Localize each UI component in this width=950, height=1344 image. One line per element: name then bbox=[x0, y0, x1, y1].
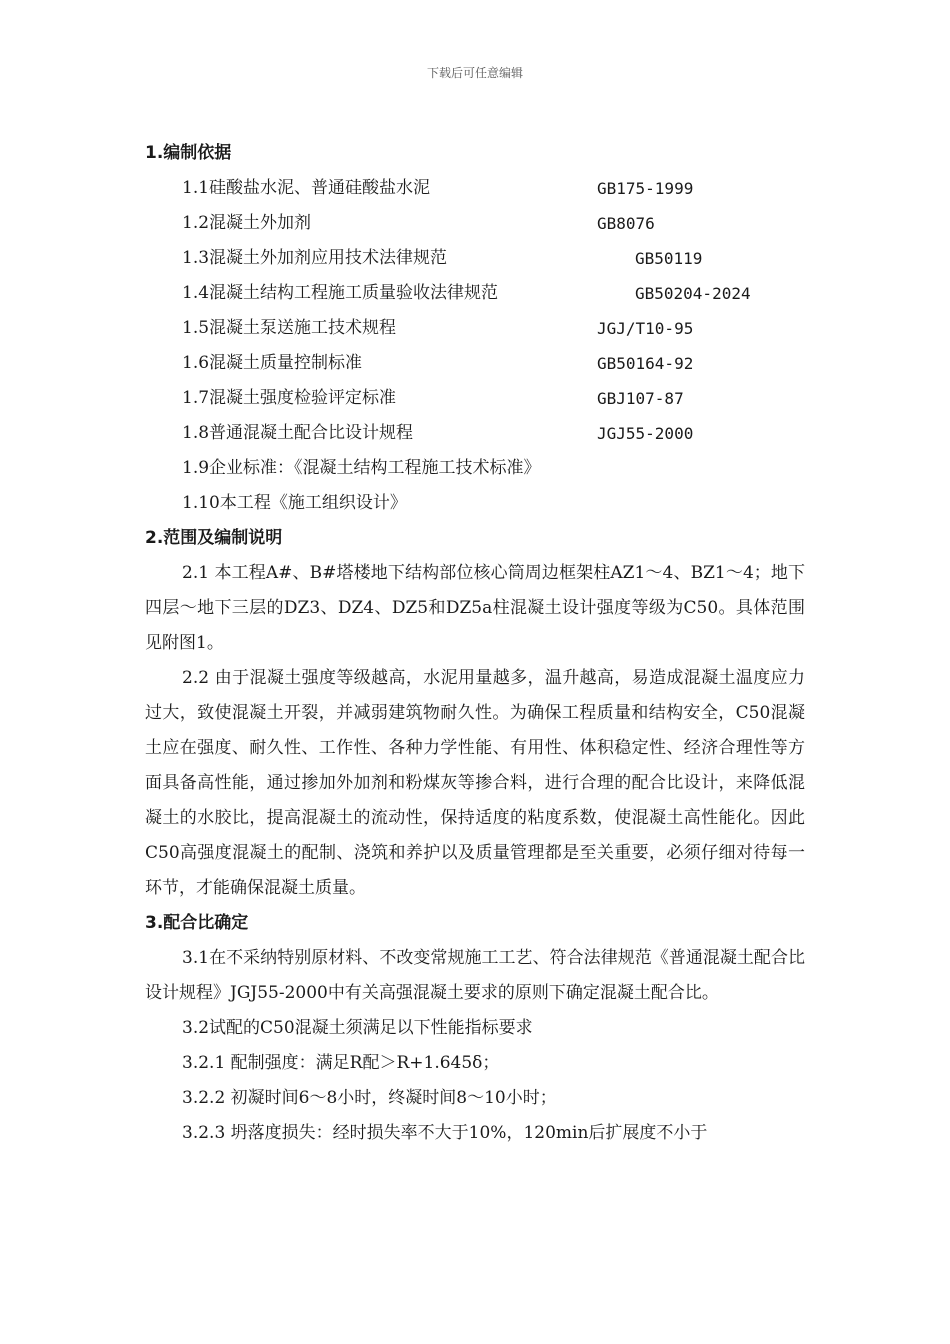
reference-item-9: 1.9企业标准：《混凝土结构工程施工技术标准》 bbox=[182, 458, 541, 478]
reference-label: 1.6混凝土质量控制标准 bbox=[182, 353, 363, 373]
document-body bbox=[145, 136, 805, 1151]
paragraph-2-1: 2.1 本工程A#、B#塔楼地下结构部位核心筒周边框架柱AZ1～4、BZ1～4；地下四层～地下三层的DZ3、DZ4、DZ5和DZ5a柱混凝土设计强度等级为C50。具体范围见附图1。 bbox=[145, 563, 805, 653]
reference-label: 1.1硅酸盐水泥、普通硅酸盐水泥 bbox=[182, 178, 431, 198]
reference-label: 1.8普通混凝土配合比设计规程 bbox=[182, 423, 414, 443]
reference-label: 1.3混凝土外加剂应用技术法律规范 bbox=[182, 248, 448, 268]
paragraph-3-2-2: 3.2.2 初凝时间6～8小时，终凝时间8～10小时； bbox=[182, 1088, 557, 1108]
section-3-title: 3.配合比确定 bbox=[145, 913, 249, 933]
page-header: 下载后可任意编辑 bbox=[426, 66, 523, 80]
reference-code: GBJ107-87 bbox=[597, 389, 684, 408]
reference-label: 1.2混凝土外加剂 bbox=[182, 213, 312, 233]
paragraph-2-2: 2.2 由于混凝土强度等级越高，水泥用量越多，温升越高，易造成混凝土温度应力过大，致使混凝土开裂，并减弱建筑物耐久性。为确保工程质量和结构安全，C50混凝土应在强度、耐久性、工作性、各种力学性能、有用性、体积稳定性、经济合理性等方面具备高性能，通过掺加外加剂和粉煤灰等掺合料，进行合理的配合比设计，来降低混凝土的水胶比，提高混凝土的流动性，保持适度的粘度系数，使混凝土高性能化。因此C50高强度混凝土的配制、浇筑和养护以及质量管理都是至关重要，必须仔细对待每一环节，才能确保混凝土质量。 bbox=[145, 668, 805, 898]
reference-row bbox=[145, 381, 805, 416]
reference-row bbox=[145, 206, 805, 241]
reference-code: GB8076 bbox=[597, 214, 655, 233]
reference-item-10: 1.10本工程《施工组织设计》 bbox=[182, 493, 407, 513]
reference-code: GB50119 bbox=[635, 249, 703, 268]
paragraph-3-2: 3.2试配的C50混凝土须满足以下性能指标要求 bbox=[182, 1018, 533, 1038]
reference-code: GB175-1999 bbox=[597, 179, 694, 198]
section-1-title: 1.编制依据 bbox=[145, 143, 232, 163]
reference-code: JGJ/T10-95 bbox=[597, 319, 694, 338]
reference-label: 1.5混凝土泵送施工技术规程 bbox=[182, 318, 397, 338]
paragraph-3-2-1: 3.2.1 配制强度：满足R配＞R+1.645δ； bbox=[182, 1053, 500, 1073]
reference-row bbox=[145, 346, 805, 381]
section-2-title: 2.范围及编制说明 bbox=[145, 528, 283, 548]
reference-row bbox=[145, 276, 805, 311]
reference-code: GB50204-2024 bbox=[635, 284, 751, 303]
reference-row bbox=[145, 171, 805, 206]
reference-code: JGJ55-2000 bbox=[597, 424, 694, 443]
reference-label: 1.4混凝土结构工程施工质量验收法律规范 bbox=[182, 283, 499, 303]
reference-row bbox=[145, 311, 805, 346]
reference-code: GB50164-92 bbox=[597, 354, 694, 373]
paragraph-3-1: 3.1在不采纳特别原材料、不改变常规施工工艺、符合法律规范《普通混凝土配合比设计规程》JGJ55-2000中有关高强混凝土要求的原则下确定混凝土配合比。 bbox=[145, 948, 805, 1003]
reference-row bbox=[145, 416, 805, 451]
reference-row bbox=[145, 241, 805, 276]
reference-label: 1.7混凝土强度检验评定标准 bbox=[182, 388, 397, 408]
paragraph-3-2-3: 3.2.3 坍落度损失：经时损失率不大于10%，120min后扩展度不小于 bbox=[182, 1123, 708, 1143]
